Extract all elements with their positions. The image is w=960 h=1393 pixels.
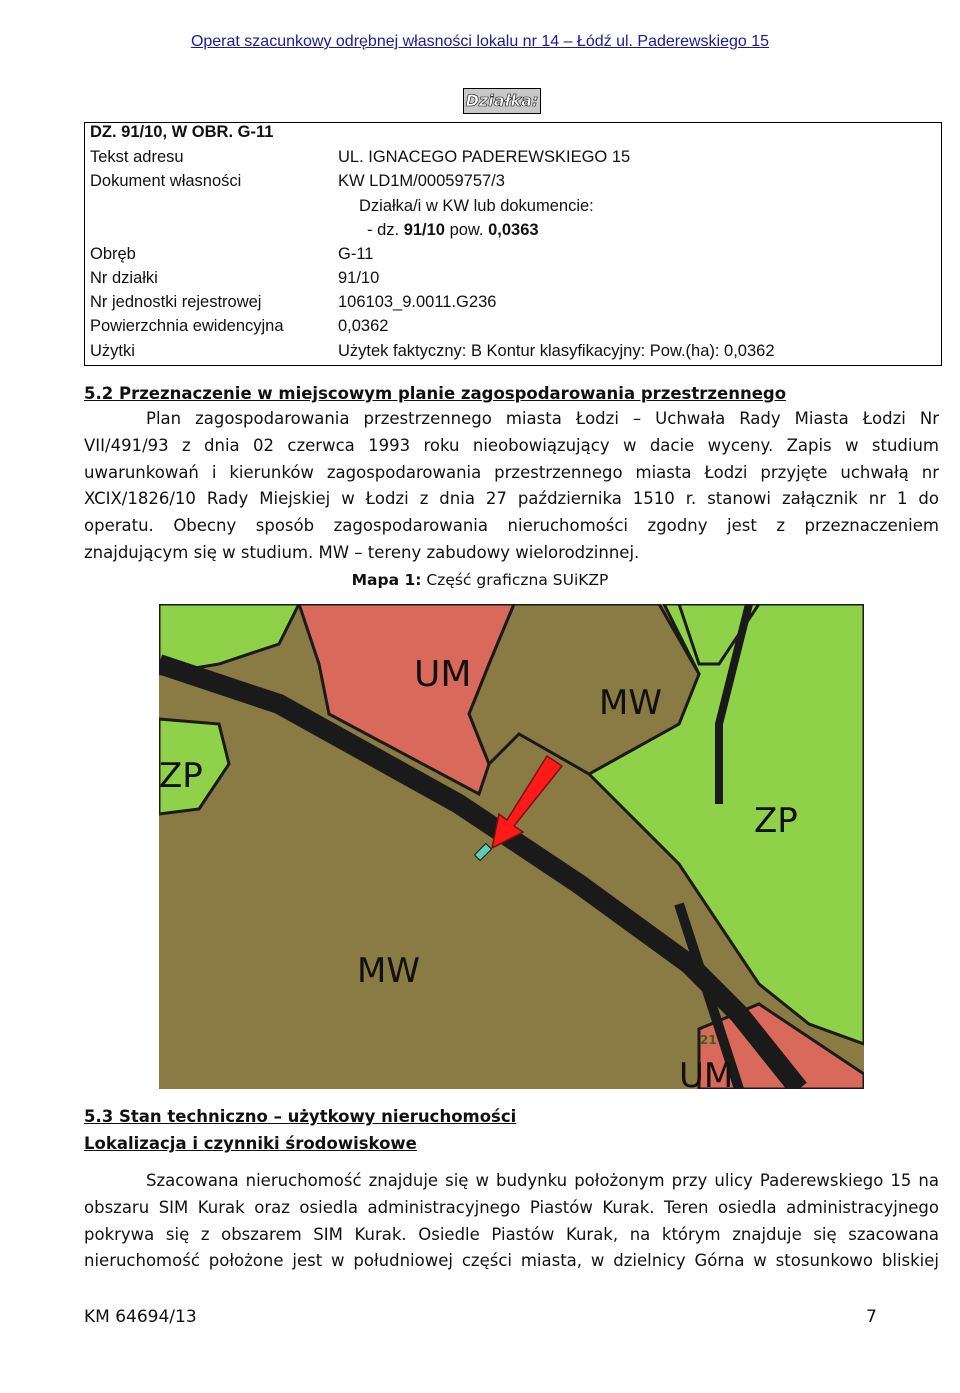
para-line: nieruchomość położone jest w południowej części miasta, w dzielnicy Górna w stosunkowo bliskiej xyxy=(84,1251,939,1271)
section-badge: Działka: xyxy=(463,88,541,114)
para-line: Plan zagospodarowania przestrzennego miasta Łodzi – Uchwała Rady Miasta Łodzi Nr xyxy=(146,409,939,428)
zoning-map xyxy=(159,604,864,1089)
label-um-top: UM xyxy=(414,654,472,695)
para-line: operatu. Obecny sposób zagospodarowania nieruchomości zgodny jest z przeznaczeniem xyxy=(84,516,939,536)
label-zp-left: ZP xyxy=(159,756,203,796)
header-title: Operat szacunkowy odrębnej własności lokalu nr 14 – Łódź ul. Paderewskiego 15 xyxy=(190,33,770,50)
label-zp-right: ZP xyxy=(754,801,798,841)
row-label: Powierzchnia ewidencyjna xyxy=(90,317,284,335)
caption-text: Część graficzna SUiKZP xyxy=(421,571,609,589)
footer-page-number: 7 xyxy=(866,1307,877,1327)
page-header xyxy=(0,33,960,51)
value-parcel-no: 91/10 xyxy=(403,221,445,239)
value-area: 0,0363 xyxy=(488,221,539,239)
row-value: Działka/i w KW lub dokumencie: xyxy=(359,197,594,215)
label-mw-top: MW xyxy=(599,683,662,723)
row-value: Użytek faktyczny: B Kontur klasyfikacyjny: Pow.(ha): 0,0362 xyxy=(338,342,775,360)
label-mw-center: MW xyxy=(357,951,420,991)
parcel-heading: DZ. 91/10, W OBR. G-11 xyxy=(90,123,274,141)
row-value: UL. IGNACEGO PADEREWSKIEGO 15 xyxy=(338,148,631,166)
row-label: Nr jednostki rejestrowej xyxy=(90,293,262,311)
label-number: 21 xyxy=(700,1033,717,1047)
value-prefix: - dz. xyxy=(367,221,404,239)
para-line: pokrywa się z obszarem SIM Kurak. Osiedle Piastów Kurak, na którym znajduje się szacowana xyxy=(84,1224,939,1244)
row-label: Użytki xyxy=(90,342,135,360)
label-um-bottom: UM xyxy=(679,1056,734,1089)
map-caption xyxy=(0,571,960,589)
row-value: 106103_9.0011.G236 xyxy=(338,293,497,311)
row-value: KW LD1M/00059757/3 xyxy=(338,172,505,190)
para-line: VII/491/93 z dnia 02 czerwca 1993 roku nieobowiązujący w dacie wyceny. Zapis w studium xyxy=(84,435,939,455)
zoning-map-svg xyxy=(159,604,864,1089)
section-5-3-heading: 5.3 Stan techniczno – użytkowy nieruchomości xyxy=(84,1107,517,1126)
row-label: Nr działki xyxy=(90,269,158,287)
row-label: Dokument własności xyxy=(90,172,242,190)
row-value: 91/10 xyxy=(338,269,380,287)
section-5-3-subheading: Lokalizacja i czynniki środowiskowe xyxy=(84,1134,417,1153)
row-label: Tekst adresu xyxy=(90,148,184,166)
section-5-2-heading: 5.2 Przeznaczenie w miejscowym planie zagospodarowania przestrzennego xyxy=(84,384,787,403)
section-5-3-paragraph xyxy=(84,1168,939,1275)
parcel-info-box xyxy=(84,122,942,366)
para-line: XCIX/1826/10 Rady Miejskiej w Łodzi z dnia 27 października 1510 r. stanowi załącznik nr 1 do xyxy=(84,489,939,509)
row-value-parcel-area xyxy=(367,221,539,240)
caption-label: Mapa 1: xyxy=(351,571,422,589)
row-value: 0,0362 xyxy=(338,317,389,335)
para-line: uwarunkowań i kierunków zagospodarowania przestrzennego miasta Łodzi przyjęte uchwałą nr xyxy=(84,462,939,482)
section-5-2-paragraph xyxy=(84,406,939,567)
para-line: obszaru SIM Kurak oraz osiedla administracyjnego Piastów Kurak. Teren osiedla administracyjnego xyxy=(84,1197,939,1217)
value-mid: pow. xyxy=(444,221,489,239)
para-line: znajdującym się w studium. MW – tereny zabudowy wielorodzinnej. xyxy=(84,542,640,562)
footer-doc-number: KM 64694/13 xyxy=(84,1307,197,1327)
row-value: G-11 xyxy=(338,245,374,263)
row-label: Obręb xyxy=(90,245,136,263)
para-line: Szacowana nieruchomość znajduje się w budynku położonym przy ulicy Paderewskiego 15 na xyxy=(146,1171,939,1190)
